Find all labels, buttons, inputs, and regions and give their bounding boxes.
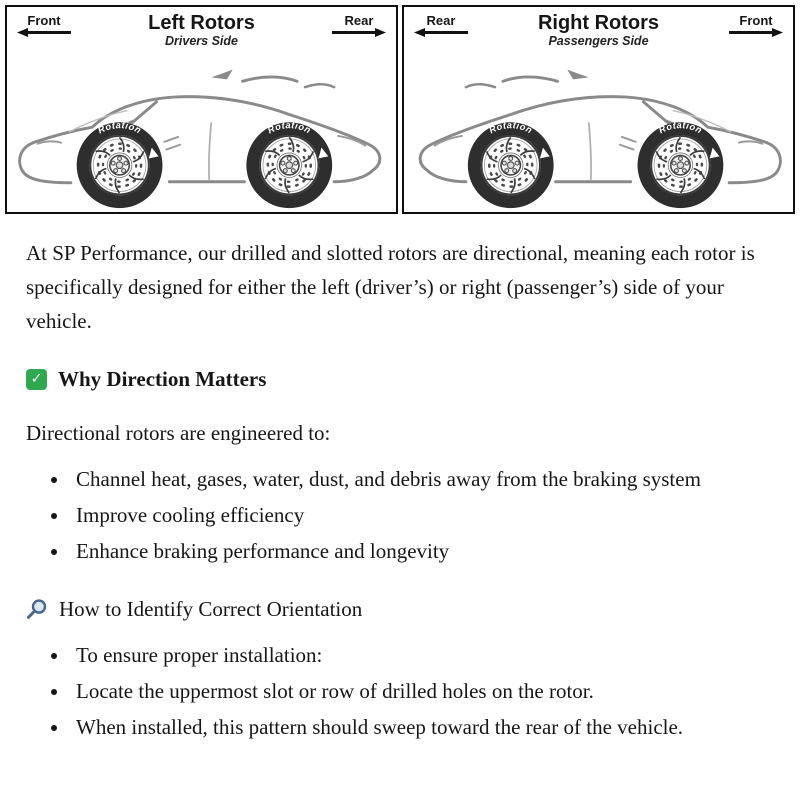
list-item: • Enhance braking performance and longevity: [70, 534, 740, 568]
rear-label: Rear: [344, 13, 374, 28]
rear-label: Rear: [426, 13, 456, 28]
rear-direction-label: [330, 14, 388, 37]
section-title: How to Identify Correct Orientation: [59, 597, 363, 621]
rotation-label: Rotation: [265, 120, 313, 136]
front-label: Front: [27, 13, 61, 28]
list-item: • Locate the uppermost slot or row of drilled holes on the rotor.: [70, 674, 740, 708]
orientation-list: [26, 638, 774, 744]
magnifier-icon: [26, 598, 48, 620]
left-arrow-icon: [414, 28, 468, 37]
front-direction-label: [727, 14, 785, 37]
rotation-label: Rotation: [657, 120, 704, 136]
list-item: • Improve cooling efficiency: [70, 498, 740, 532]
list-item: • When installed, this pattern should sweep toward the rear of the vehicle.: [70, 710, 740, 744]
panel-title: Left Rotors: [148, 12, 255, 34]
right-car-illustration: [404, 54, 793, 212]
check-icon: ✓: [26, 369, 47, 390]
left-rotors-panel: [5, 5, 398, 214]
front-direction-label: [15, 14, 73, 37]
panel-subtitle: Drivers Side: [165, 34, 238, 48]
right-panel-header: [404, 7, 793, 54]
intro-paragraph: At SP Performance, our drilled and slotted rotors are directional, meaning each rotor is specifically designed for either the left (driver’s) or right (passenger’s) side of your vehicle.: [26, 241, 755, 333]
panel-title: Right Rotors: [537, 12, 660, 34]
panel-subtitle: Passengers Side: [548, 34, 649, 48]
right-arrow-icon: [332, 28, 386, 37]
right-arrow-icon: [729, 28, 783, 37]
section-heading-why-direction-matters: [26, 362, 774, 396]
list-item: • Channel heat, gases, water, dust, and debris away from the braking system: [70, 462, 740, 496]
left-car-illustration: [7, 54, 396, 212]
benefits-list: [26, 462, 774, 568]
list-item: • To ensure proper installation:: [70, 638, 740, 672]
rotation-label: Rotation: [487, 120, 535, 136]
left-arrow-icon: [17, 28, 71, 37]
section-heading-identify-orientation: [26, 592, 774, 626]
right-rotors-panel: [402, 5, 795, 214]
front-label: Front: [739, 13, 773, 28]
section-lead: Directional rotors are engineered to:: [26, 421, 331, 445]
section-title: Why Direction Matters: [58, 367, 267, 391]
rotation-label: Rotation: [96, 120, 144, 136]
rotor-diagram: [0, 0, 800, 214]
rear-direction-label: [412, 14, 470, 37]
left-panel-header: [7, 7, 396, 54]
article-content: [0, 214, 800, 744]
